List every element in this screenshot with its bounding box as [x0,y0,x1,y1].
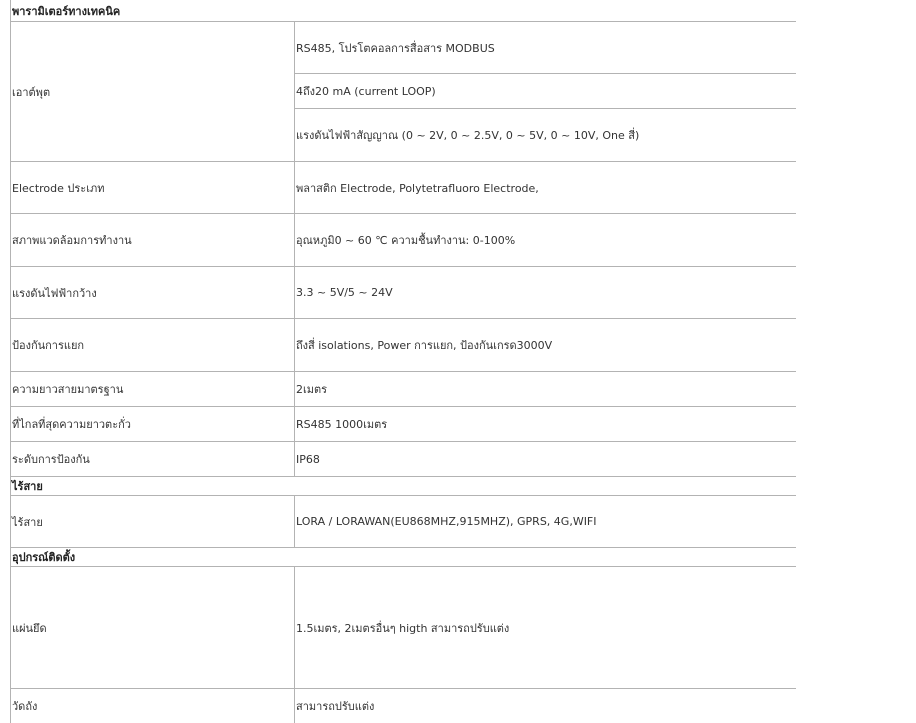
table-row [11,162,797,214]
row-value: สามารถปรับแต่ง [295,689,797,723]
table-row [11,567,797,689]
table-row [11,319,797,372]
row-value: ถึงสี่ isolations, Power การแยก, ป้องกันเกรด3000V [295,319,797,372]
row-label: แผ่นยึด [11,567,295,689]
table-row [11,496,797,548]
row-label: เอาต์พุต [11,22,295,162]
spec-table [10,0,796,723]
row-value: IP68 [295,442,797,477]
row-value: RS485 1000เมตร [295,407,797,442]
table-row [11,214,797,267]
table-row [11,267,797,319]
row-label: แรงดันไฟฟ้ากว้าง [11,267,295,319]
row-label: Electrode ประเภท [11,162,295,214]
row-label: ไร้สาย [11,496,295,548]
section-title: พารามิเตอร์ทางเทคนิค [11,0,797,22]
row-label: วัดถัง [11,689,295,723]
row-value: 3.3 ~ 5V/5 ~ 24V [295,267,797,319]
section-header-wireless [11,477,797,496]
row-value: อุณหภูมิ0 ~ 60 ℃ ความชื้นทำงาน: 0-100% [295,214,797,267]
section-title: อุปกรณ์ติดตั้ง [11,548,797,567]
row-value: 1.5เมตร, 2เมตรอื่นๆ higth สามารถปรับแต่ง [295,567,797,689]
section-title: ไร้สาย [11,477,797,496]
row-label: ป้องกันการแยก [11,319,295,372]
row-value: แรงดันไฟฟ้าสัญญาณ (0 ~ 2V, 0 ~ 2.5V, 0 ~ 5V, 0 ~ 10V, One สี่) [295,109,797,162]
table-row [11,372,797,407]
row-value: RS485, โปรโตคอลการสื่อสาร MODBUS [295,22,797,74]
section-header-technical [11,0,797,22]
table-row [11,442,797,477]
table-row [11,689,797,723]
row-value: 2เมตร [295,372,797,407]
section-header-installation [11,548,797,567]
table-row [11,22,797,74]
row-label: ระดับการป้องกัน [11,442,295,477]
row-value: พลาสติก Electrode, Polytetrafluoro Electrode, [295,162,797,214]
row-label: ความยาวสายมาตรฐาน [11,372,295,407]
row-label: ที่ไกลที่สุดความยาวตะกั่ว [11,407,295,442]
row-label: สภาพแวดล้อมการทำงาน [11,214,295,267]
row-value: 4ถึง20 mA (current LOOP) [295,74,797,109]
spec-table-frame [10,0,796,723]
table-row [11,407,797,442]
row-value: LORA / LORAWAN(EU868MHZ,915MHZ), GPRS, 4G,WIFI [295,496,797,548]
